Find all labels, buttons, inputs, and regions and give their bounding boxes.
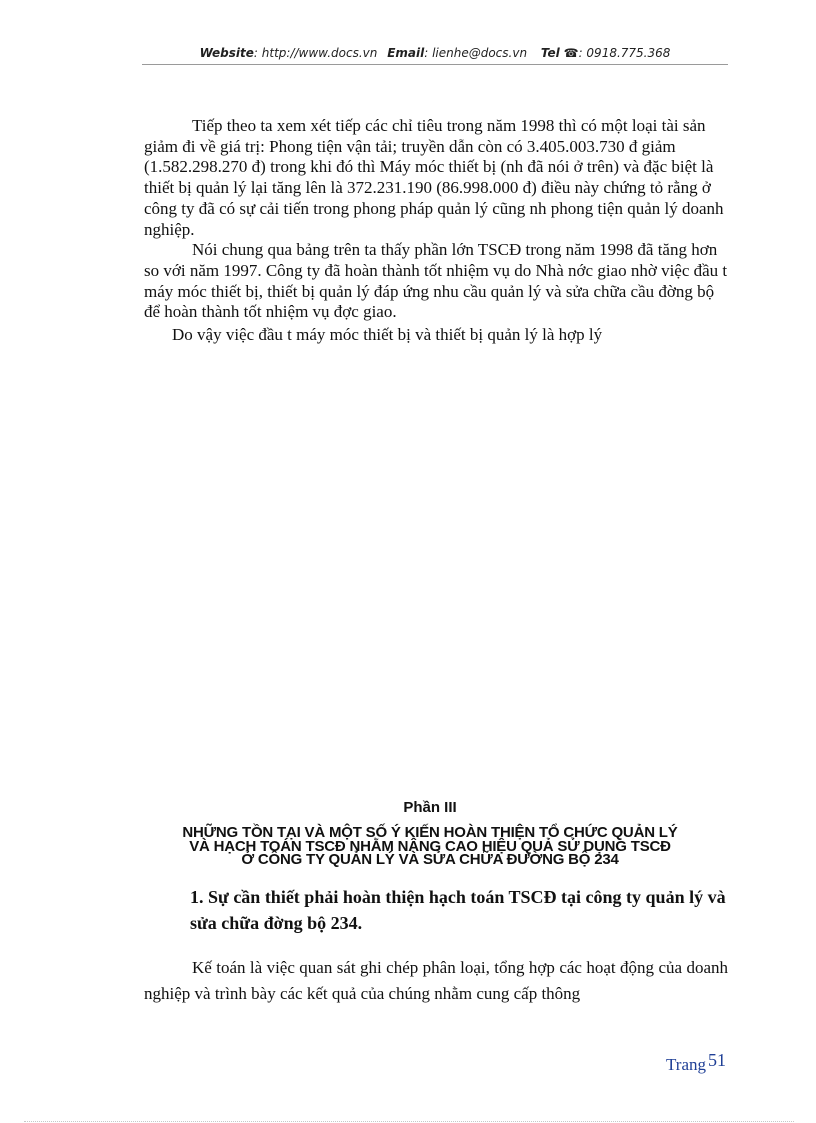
website-value: : http://www.docs.vn	[253, 46, 378, 60]
section-heading	[130, 826, 730, 867]
page-header	[142, 46, 728, 65]
body-paragraphs	[144, 116, 728, 346]
page-label: Trang	[666, 1055, 706, 1074]
email-value: : lienhe@docs.vn	[424, 46, 528, 60]
email-label: Email	[387, 46, 425, 60]
bottom-divider	[24, 1121, 794, 1122]
closing-paragraph: Kế toán là việc quan sát ghi chép phân loại, tổng hợp các hoạt động của doanh nghiệp và trình bày các kết quả của chúng nhằm cung cấp thông	[144, 958, 728, 1003]
paragraph-2: Nói chung qua bảng trên ta thấy phần lớn TSCĐ trong năm 1998 đã tăng hơn so với năm 1997. Công ty đã hoàn thành tốt nhiệm vụ do Nhà nớc giao nhờ việc đầu t máy móc thiết bị, thiết bị quản lý đáp ứng nhu cầu quản lý và sửa chữa cầu đờng bộ để hoàn thành tốt nhiệm vụ đợc giao.	[144, 240, 728, 322]
paragraph-3: Do vậy việc đầu t máy móc thiết bị và thiết bị quản lý là hợp lý	[172, 325, 603, 345]
page-footer	[666, 1050, 726, 1075]
heading-line-2: VÀ HẠCH TOÁN TSCĐ NHẰM NÂNG CAO HIỆU QUẢ SỬ DỤNG TSCĐ	[189, 837, 671, 855]
heading-line-3: Ở CÔNG TY QUẢN LÝ VÀ SỬA CHỮA ĐƯỜNG BỘ 234	[241, 851, 619, 868]
tel-value: : 0918.775.368	[578, 46, 671, 60]
tel-label: Tel	[540, 46, 560, 60]
paragraph-1: Tiếp theo ta xem xét tiếp các chỉ tiêu trong năm 1998 thì có một loại tài sản giảm đi về giá trị: Phong tiện vận tải; truyền dẫn còn có 3.405.003.730 đ giảm (1.582.298.270 đ) trong khi đó thì Máy móc thiết bị (nh đã nói ở trên) và đặc biệt là thiết bị quản lý lại tăng lên là 372.231.190 (86.998.000 đ) điều này chứng tỏ rằng ở công ty đã có sự cải tiến trong phong pháp quản lý cũng nh phong tiện quản lý doanh nghiệp.	[144, 116, 724, 239]
website-label: Website	[199, 46, 254, 60]
subheading: 1. Sự cần thiết phải hoàn thiện hạch toán TSCĐ tại công ty quản lý và sửa chữa đờng bộ 234.	[190, 887, 726, 933]
page-number: 51	[708, 1050, 726, 1070]
phone-icon: ☎	[563, 46, 579, 60]
part-title: Phần III	[403, 799, 457, 816]
heading-line-1: NHỮNG TỒN TẠI VÀ MỘT SỐ Ý KIẾN HOÀN THIỆN TỔ CHỨC QUẢN LÝ	[182, 824, 678, 841]
